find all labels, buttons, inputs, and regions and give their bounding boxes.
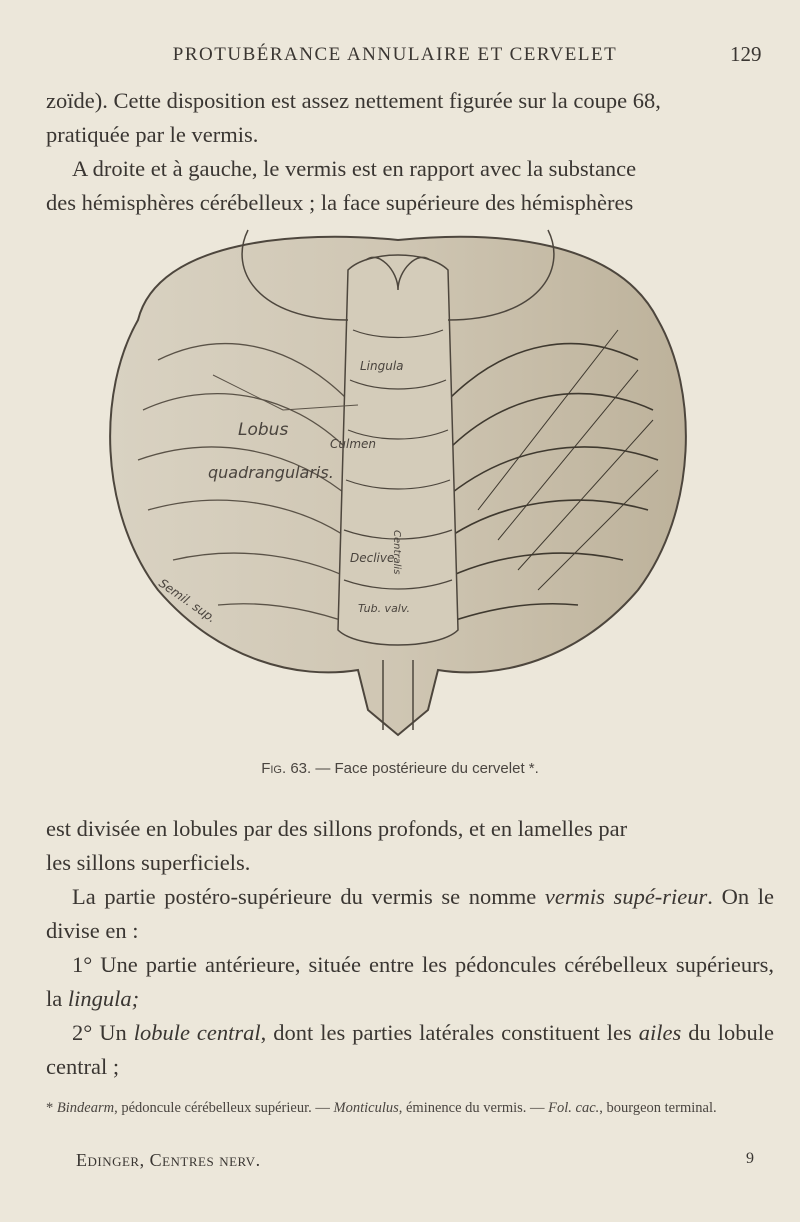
term-bindearm: Bindearm [56, 1100, 115, 1116]
text-span: , dont les parties latérales constituent les [260, 1020, 639, 1045]
label-tub-valv: Tub. valv. [358, 602, 410, 615]
text-line: zoïde). Cette disposition est assez nettement figurée sur la coupe 68, [46, 88, 661, 113]
paragraph-vermis-superieur [46, 880, 774, 948]
footnote [46, 1098, 774, 1119]
intro-paragraph [46, 84, 774, 220]
text-span: 1° Une partie antérieure, située entre les pédoncules cérébelleux supérieurs, la [46, 952, 774, 1011]
text-span: 2° Un [72, 1020, 134, 1045]
term-lobule-central: lobule central [133, 1020, 261, 1045]
term-monticulus: Monticulus [333, 1100, 399, 1116]
main-text [46, 812, 774, 1084]
text-span: . On le divise en : [46, 884, 774, 943]
paragraph-lobule-central [46, 1016, 774, 1084]
footnote-marker: * [46, 1100, 54, 1116]
label-lingula: Lingula [360, 359, 404, 373]
text-line: les sillons superficiels. [46, 850, 251, 875]
cerebellum-illustration [98, 210, 698, 750]
text-span: , bourgeon terminal. [599, 1100, 717, 1116]
term-ailes: ailes [638, 1020, 682, 1045]
figure-number: Fig. 63. [261, 760, 312, 777]
label-semilunaris: Semil. sup. [156, 575, 219, 626]
paragraph-lingula [46, 948, 774, 1016]
page-number: 129 [730, 42, 762, 66]
label-centralis: Centralis [391, 530, 402, 575]
running-head: PROTUBÉRANCE ANNULAIRE ET CERVELET [172, 44, 618, 65]
text-span: La partie postéro-supérieure du vermis se nomme [72, 884, 545, 909]
text-line: pratiquée par le vermis. [46, 122, 259, 147]
text-line: est divisée en lobules par des sillons profonds, et en lamelles par [46, 816, 628, 841]
text-span: , pédoncule cérébelleux supérieur. — [114, 1100, 334, 1116]
label-culmen: Culmen [330, 437, 376, 451]
figure-caption [0, 760, 800, 777]
label-declive: Declive [350, 551, 395, 565]
label-lobus: Lobus [238, 420, 289, 440]
term-fol-cac: Fol. cac. [548, 1100, 600, 1116]
label-quadrangularis: quadrangularis. [208, 463, 334, 482]
text-span: , éminence du vermis. — [398, 1100, 549, 1116]
term-lingula: lingula; [67, 986, 140, 1011]
figure-caption-text: — Face postérieure du cervelet *. [315, 760, 539, 777]
term-vermis-superieur: vermis supé-rieur [544, 884, 708, 909]
signature-line: Edinger, Centres nerv. [76, 1150, 261, 1170]
text-line: A droite et à gauche, le vermis est en rapport avec la substance [72, 156, 637, 181]
cerebellum-figure [98, 210, 698, 750]
text-line: des hémisphères cérébelleux ; la face supérieure des hémisphères [46, 190, 634, 215]
sheet-number: 9 [746, 1150, 754, 1167]
text-span: du lobule central ; [46, 1020, 774, 1079]
